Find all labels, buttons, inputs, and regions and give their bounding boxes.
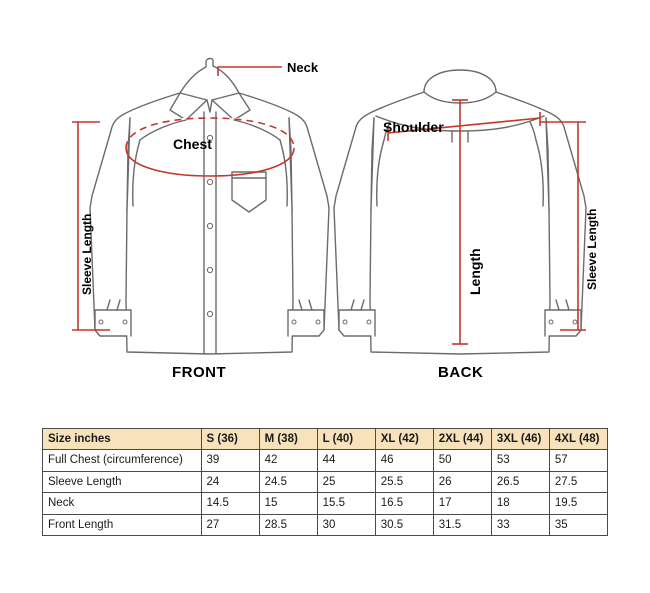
row-label: Full Chest (circumference) (43, 450, 202, 471)
table-cell: 25 (317, 471, 375, 492)
table-cell: 31.5 (433, 514, 491, 535)
table-cell: 24 (201, 471, 259, 492)
table-row (43, 493, 608, 514)
table-cell: 57 (549, 450, 607, 471)
row-label: Front Length (43, 514, 202, 535)
table-cell: 44 (317, 450, 375, 471)
table-cell: 30 (317, 514, 375, 535)
front-view-label: FRONT (172, 364, 227, 381)
front-shirt-illustration (90, 58, 329, 354)
table-cell: 28.5 (259, 514, 317, 535)
back-view-label: BACK (438, 364, 484, 381)
table-header-cell: 4XL (48) (549, 429, 607, 450)
table-header-cell: 2XL (44) (433, 429, 491, 450)
table-header-cell: M (38) (259, 429, 317, 450)
table-cell: 14.5 (201, 493, 259, 514)
table-cell: 25.5 (375, 471, 433, 492)
neck-leader-line (218, 67, 282, 76)
table-header-row (43, 429, 608, 450)
shoulder-label: Shoulder (383, 119, 444, 135)
table-cell: 15 (259, 493, 317, 514)
table-row (43, 450, 608, 471)
table-cell: 50 (433, 450, 491, 471)
table-cell: 30.5 (375, 514, 433, 535)
table-header-cell: 3XL (46) (491, 429, 549, 450)
neck-label: Neck (287, 60, 319, 75)
row-label: Sleeve Length (43, 471, 202, 492)
size-table (42, 428, 608, 536)
row-label: Neck (43, 493, 202, 514)
table-header-cell: L (40) (317, 429, 375, 450)
table-cell: 46 (375, 450, 433, 471)
table-cell: 17 (433, 493, 491, 514)
table-row (43, 471, 608, 492)
table-row (43, 514, 608, 535)
table-cell: 42 (259, 450, 317, 471)
table-cell: 39 (201, 450, 259, 471)
table-cell: 53 (491, 450, 549, 471)
table-cell: 33 (491, 514, 549, 535)
table-cell: 26 (433, 471, 491, 492)
table-header-cell: XL (42) (375, 429, 433, 450)
table-cell: 18 (491, 493, 549, 514)
length-label: Length (467, 248, 483, 295)
table-cell: 24.5 (259, 471, 317, 492)
chest-label: Chest (173, 136, 212, 152)
sleeve-length-left-label: Sleeve Length (80, 213, 94, 295)
table-cell: 26.5 (491, 471, 549, 492)
table-header-cell: S (36) (201, 429, 259, 450)
table-cell: 16.5 (375, 493, 433, 514)
table-cell: 27 (201, 514, 259, 535)
table-cell: 19.5 (549, 493, 607, 514)
sleeve-length-right-label: Sleeve Length (585, 208, 599, 290)
table-cell: 35 (549, 514, 607, 535)
table-cell: 15.5 (317, 493, 375, 514)
table-header-cell: Size inches (43, 429, 202, 450)
table-cell: 27.5 (549, 471, 607, 492)
